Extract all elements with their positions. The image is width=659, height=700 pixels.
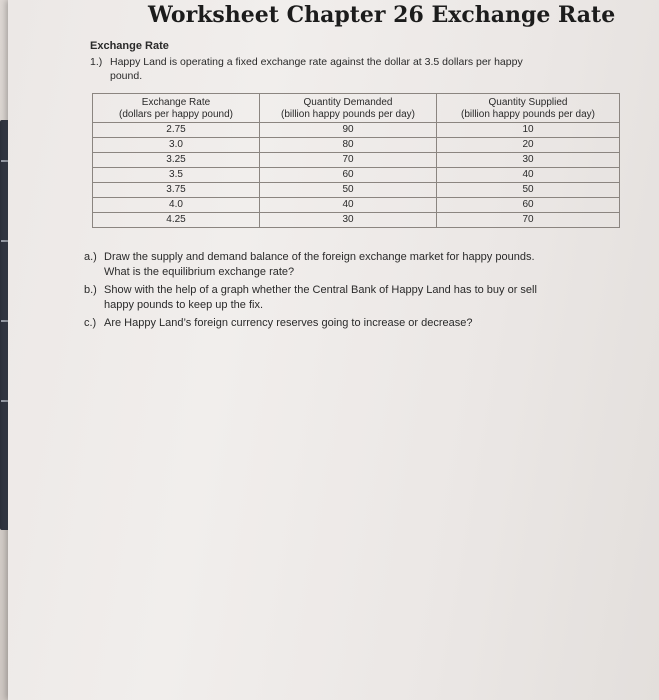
subquestion-text-line1: Draw the supply and demand balance of the foreign exchange market for happy pounds. [104, 251, 535, 263]
section-heading: Exchange Rate [90, 40, 169, 52]
subquestion-text-line1: Show with the help of a graph whether the Central Bank of Happy Land has to buy or sell [104, 284, 537, 296]
cell-quantity-supplied: 70 [437, 213, 620, 228]
header-line: (billion happy pounds per day) [461, 109, 595, 120]
cell-quantity-supplied: 20 [437, 138, 620, 153]
cell-quantity-demanded: 60 [260, 168, 437, 183]
page-title: Worksheet Chapter 26 Exchange Rate [148, 2, 616, 28]
cell-quantity-supplied: 50 [437, 183, 620, 198]
cell-quantity-supplied: 10 [437, 123, 620, 138]
cell-quantity-demanded: 40 [260, 198, 437, 213]
header-line: Quantity Demanded [303, 97, 393, 108]
cell-exchange-rate: 4.0 [93, 198, 260, 213]
cell-exchange-rate: 3.5 [93, 168, 260, 183]
subquestion-label: b.) [84, 284, 97, 296]
header-line: Exchange Rate [141, 97, 211, 108]
table-row [93, 168, 620, 183]
subquestion-a [84, 250, 614, 280]
cell-quantity-supplied: 30 [437, 153, 620, 168]
header-exchange-rate [93, 94, 260, 123]
table-row [93, 123, 620, 138]
question-1 [90, 55, 580, 83]
header-line: (billion happy pounds per day) [281, 109, 415, 120]
cell-exchange-rate: 3.25 [93, 153, 260, 168]
cell-exchange-rate: 2.75 [93, 123, 260, 138]
question-1-number: 1.) [90, 56, 103, 68]
cell-exchange-rate: 4.25 [93, 213, 260, 228]
cell-quantity-supplied: 40 [437, 168, 620, 183]
header-quantity-demanded [260, 94, 437, 123]
header-quantity-supplied [437, 94, 620, 123]
table-header-row [93, 94, 620, 123]
subquestion-b [84, 283, 614, 313]
subquestions-list [84, 250, 614, 334]
question-1-text-line2: pound. [110, 70, 143, 82]
cell-quantity-demanded: 50 [260, 183, 437, 198]
subquestion-c [84, 316, 614, 331]
subquestion-text-line1: Are Happy Land’s foreign currency reserves going to increase or decrease? [104, 317, 473, 329]
cell-quantity-demanded: 70 [260, 153, 437, 168]
cell-quantity-demanded: 80 [260, 138, 437, 153]
subquestion-text-line2: happy pounds to keep up the fix. [104, 299, 264, 311]
subquestion-text-line2: What is the equilibrium exchange rate? [104, 266, 295, 278]
cell-quantity-supplied: 60 [437, 198, 620, 213]
table-row [93, 153, 620, 168]
cell-exchange-rate: 3.75 [93, 183, 260, 198]
header-line: (dollars per happy pound) [119, 109, 233, 120]
table-row [93, 183, 620, 198]
subquestion-label: a.) [84, 251, 97, 263]
table-row [93, 213, 620, 228]
cell-exchange-rate: 3.0 [93, 138, 260, 153]
table-row [93, 198, 620, 213]
subquestion-label: c.) [84, 317, 97, 329]
header-line: Quantity Supplied [488, 97, 568, 108]
cell-quantity-demanded: 30 [260, 213, 437, 228]
table-row [93, 138, 620, 153]
cell-quantity-demanded: 90 [260, 123, 437, 138]
exchange-rate-table [92, 93, 620, 228]
question-1-text-line1: Happy Land is operating a fixed exchange rate against the dollar at 3.5 dollars per happy [110, 56, 523, 68]
